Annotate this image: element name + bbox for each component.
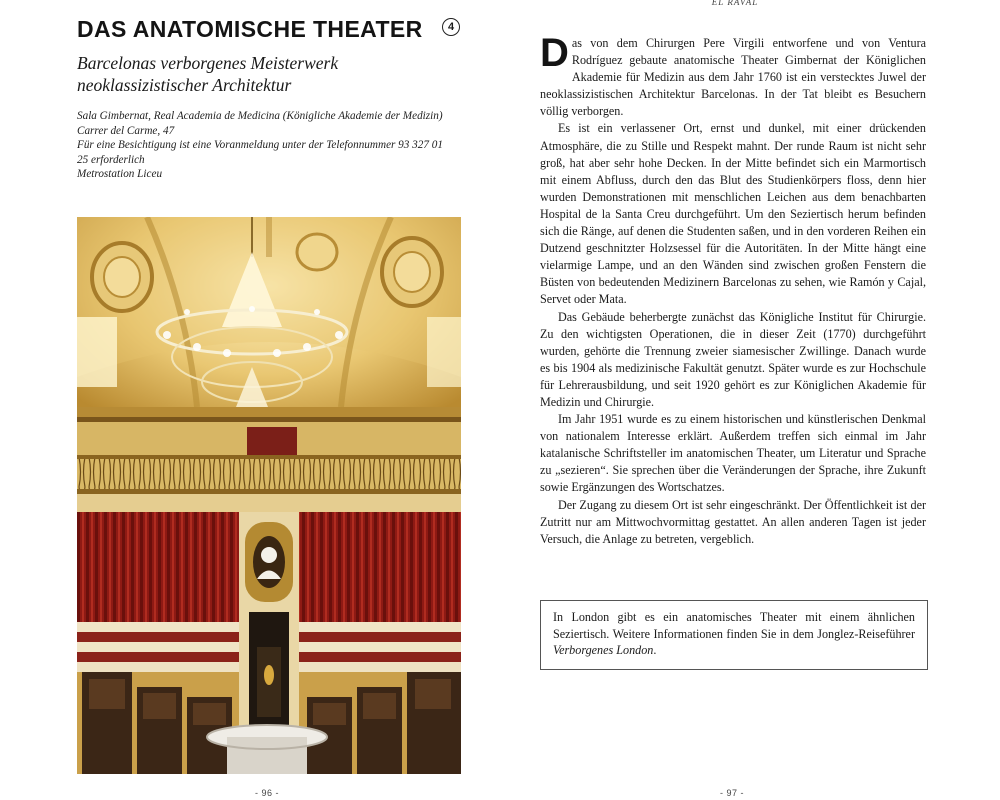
right-page bbox=[500, 0, 1000, 800]
paragraph-1 bbox=[540, 31, 926, 120]
page-number-right: - 97 - bbox=[720, 788, 745, 798]
theater-photo bbox=[77, 217, 461, 774]
paragraph-1-text: as von dem Chirurgen Pere Virgili entworfene und von Ventura Rodríguez gebaute anatomische Theater Gimbernat der Königlichen Akademie für Medizin aus dem Jahr 1760 ist ein verstecktes Juwel der neoklassizistischen Architektur Barcelonas. In der Tat bleibt es Besuchern völlig verborgen. bbox=[540, 36, 926, 119]
page-number-left: - 96 - bbox=[255, 788, 280, 798]
info-address-line: Sala Gimbernat, Real Academia de Medicina (Königliche Akademie der Medizin) bbox=[77, 110, 443, 122]
site-number-badge: 4 bbox=[442, 18, 460, 36]
anatomical-theater-illustration bbox=[77, 217, 461, 774]
info-box-end: . bbox=[653, 643, 657, 657]
page-subtitle: Barcelonas verborgenes Meisterwerk neoklassizistischer Architektur bbox=[77, 53, 339, 95]
article-body bbox=[540, 31, 926, 548]
paragraph-4: Im Jahr 1951 wurde es zu einem historischen und künstlerischen Denkmal von nationalem Interesse erklärt. Außerdem treffen sich einmal im Jahr katalanische Schriftsteller im anatomischen Theater, um Literatur und Sprache zu „sezieren“. Sie sprechen über die Veränderungen der Sprache, ihre Zukunft sowie Ergänzungen des Wortschatzes. bbox=[540, 412, 926, 495]
info-box-book-title: Verborgenes London bbox=[553, 643, 654, 657]
info-metro-line: Metrostation Liceu bbox=[77, 168, 163, 181]
paragraph-5: Der Zugang zu diesem Ort ist sehr eingeschränkt. Der Öffentlichkeit ist der Zutritt nur am Mittwochvormittag gestattet. An allen anderen Tagen ist jeder Versuch, die Anlage zu betreten, vergeblich. bbox=[540, 497, 926, 546]
info-visit-line: Für eine Besichtigung ist eine Voranmeldung unter der Telefonnummer 93 327 01 25 erforderlich bbox=[77, 139, 443, 166]
running-head: EL RAVAL bbox=[711, 0, 759, 7]
paragraph-3: Das Gebäude beherbergte zunächst das Königliche Institut für Chirurgie. Zu den wichtigsten Operationen, die in dieser Zeit (1770) durchgeführt wurden, gehörte die Trennung zweier siamesischer Zwillinge. Danach wurde es bis 1904 als medizinische Fakultät genutzt. Später wurde es zur Hochschule für Lehrerausbildung, und seit 1920 gehört es zur Königlichen Akademie für Medizin und Chirurgie. bbox=[540, 309, 926, 409]
info-box-text: In London gibt es ein anatomisches Theater mit einem ähnlichen Seziertisch. Weitere Informationen finden Sie in dem Jonglez-Reiseführer bbox=[553, 610, 915, 641]
page-title: DAS ANATOMISCHE THEATER bbox=[77, 16, 423, 42]
paragraph-2: Es ist ein verlassener Ort, ernst und dunkel, mit einer drückenden Atmosphäre, die zu Stille und Respekt mahnt. Der runde Raum ist nicht sehr groß, hat aber sehr hohe Decken. In der Mitte befindet sich ein Marmortisch mit einem Abfluss, durch den das Blut des Studienkörpers floss, denn hier wurden Demonstrationen mit menschlichen Leichen aus dem benachbarten Hospital de la Santa Creu durchgeführt. Um den Seziertisch herum befinden sich die Ränge, auf denen die Studenten saßen, und in den vorderen Reihen ein Dutzend geschnitzter Holzsessel für die Autoritäten. In der Mitte hängt eine vielarmige Lampe, und an den Wänden sind zwischen großen Fenstern die Büsten von bedeutenden Medizinern Barcelonas zu sehen, wie Ramón y Cajal, Servet oder Mata. bbox=[540, 121, 926, 307]
info-box bbox=[540, 600, 928, 670]
info-street-line: Carrer del Carme, 47 bbox=[77, 124, 175, 137]
location-info bbox=[77, 109, 452, 182]
drop-cap: D bbox=[540, 31, 569, 75]
